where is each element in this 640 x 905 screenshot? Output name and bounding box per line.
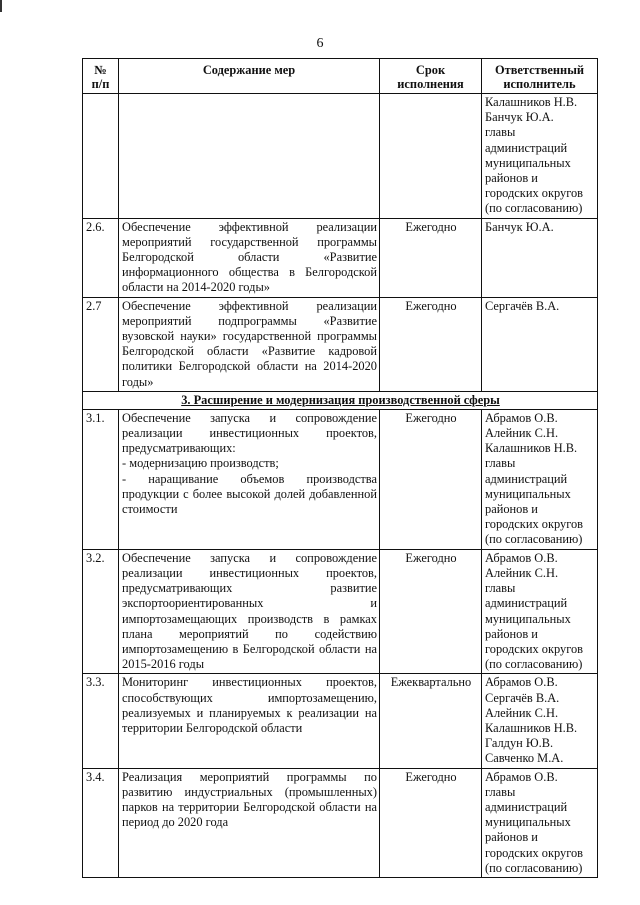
margin-mark — [0, 0, 2, 12]
section-title-text: 3. Расширение и модернизация производственной сферы — [181, 392, 500, 407]
table-header-row — [83, 59, 598, 94]
responsible-line: администраций — [485, 596, 568, 611]
responsible-line: (по согласованию) — [485, 657, 583, 672]
row-content — [119, 94, 380, 219]
row-responsible — [482, 94, 598, 219]
responsible-line: городских округов — [485, 186, 584, 201]
table-row — [83, 549, 598, 674]
table-row — [83, 218, 598, 297]
measures-table — [82, 58, 598, 878]
row-num — [83, 94, 119, 219]
row-num: 3.1. — [83, 409, 119, 549]
row-responsible — [482, 674, 598, 768]
row-content — [119, 409, 380, 549]
table-row — [83, 674, 598, 768]
responsible-line: Калашников Н.В. — [485, 720, 578, 735]
page-number: 6 — [316, 36, 324, 51]
responsible-line: Абрамов О.В. — [485, 550, 558, 565]
row-content: Обеспечение эффективной реализации мероприятий подпрограммы «Развитие вузовской науки» государственной программы Белгородской области «Развитие кадровой политики Белгородской области на 2014-2020 годы» — [119, 297, 380, 391]
responsible-line: Банчук Ю.А. — [485, 110, 554, 125]
row-term: Ежеквартально — [380, 674, 482, 768]
responsible-line: администраций — [485, 471, 568, 486]
header-responsible — [482, 59, 598, 94]
responsible-line: главы — [485, 581, 516, 596]
row-term: Ежегодно — [380, 297, 482, 391]
section-row — [83, 391, 598, 409]
header-content: Содержание мер — [119, 59, 380, 94]
responsible-line: (по согласованию) — [485, 532, 583, 547]
responsible-line: городских округов — [485, 641, 584, 656]
responsible-line: (по согласованию) — [485, 860, 583, 875]
responsible-line: Алейник С.Н. — [485, 565, 559, 580]
responsible-line: (по согласованию) — [485, 201, 583, 216]
responsible-line: Алейник С.Н. — [485, 426, 559, 441]
table-row — [83, 409, 598, 549]
header-num-line: № — [94, 63, 107, 77]
row-content: Реализация мероприятий программы по развитию индустриальных (промышленных) парков на территории Белгородской области на период до 2020 года — [119, 768, 380, 877]
responsible-line: Абрамов О.В. — [485, 769, 558, 784]
row-responsible — [482, 297, 598, 391]
row-num: 3.2. — [83, 549, 119, 674]
responsible-line: Алейник С.Н. — [485, 705, 559, 720]
responsible-line: муниципальных — [485, 486, 571, 501]
content-line: Обеспечение запуска и сопровождение реализации инвестиционных проектов, предусматривающих: — [122, 410, 377, 456]
section-title — [83, 391, 598, 409]
responsible-line: районов и — [485, 626, 538, 641]
row-content: Мониторинг инвестиционных проектов, способствующих импортозамещению, реализуемых и планируемых к реализации на территории Белгородской области — [119, 674, 380, 768]
responsible-line: администраций — [485, 140, 568, 155]
row-responsible — [482, 768, 598, 877]
responsible-line: районов и — [485, 830, 538, 845]
row-responsible — [482, 549, 598, 674]
responsible-line: главы — [485, 784, 516, 799]
row-num: 3.3. — [83, 674, 119, 768]
row-content: Обеспечение эффективной реализации мероприятий государственной программы Белгородской области «Развитие информационного общества в Белгородской области на 2014-2020 годы» — [119, 218, 380, 297]
responsible-line: Сергачёв В.А. — [485, 690, 560, 705]
row-num: 2.6. — [83, 218, 119, 297]
responsible-line: муниципальных — [485, 155, 571, 170]
row-term — [380, 94, 482, 219]
table-row — [83, 94, 598, 219]
row-num: 2.7 — [83, 297, 119, 391]
responsible-line: районов и — [485, 171, 538, 186]
responsible-line: Банчук Ю.А. — [485, 219, 554, 234]
row-responsible — [482, 218, 598, 297]
header-responsible-line: Ответственный — [494, 63, 585, 77]
header-term-line: исполнения — [397, 77, 464, 91]
responsible-line: Галдун Ю.В. — [485, 736, 554, 751]
responsible-line: Сергачёв В.А. — [485, 298, 560, 313]
table-row — [83, 297, 598, 391]
responsible-line: городских округов — [485, 517, 584, 532]
responsible-line: Абрамов О.В. — [485, 410, 558, 425]
responsible-line: районов и — [485, 502, 538, 517]
row-term: Ежегодно — [380, 409, 482, 549]
responsible-line: муниципальных — [485, 815, 571, 830]
content-line: - наращивание объемов производства продукции с более высокой долей добавленной стоимости — [122, 471, 377, 517]
row-term: Ежегодно — [380, 549, 482, 674]
header-term — [380, 59, 482, 94]
table-row — [83, 768, 598, 877]
responsible-line: Абрамов О.В. — [485, 675, 558, 690]
responsible-line: главы — [485, 456, 516, 471]
responsible-line: Калашников Н.В. — [485, 441, 578, 456]
responsible-line: Калашников Н.В. — [485, 95, 578, 109]
responsible-line: муниципальных — [485, 611, 571, 626]
row-num: 3.4. — [83, 768, 119, 877]
header-term-line: Срок — [415, 63, 446, 77]
row-term: Ежегодно — [380, 768, 482, 877]
row-responsible — [482, 409, 598, 549]
responsible-line: городских округов — [485, 845, 584, 860]
row-content: Обеспечение запуска и сопровождение реализации инвестиционных проектов, предусматривающих развитие экспортоориентированных и импортозамещающих производств в рамках плана мероприятий по содействию импортозамещению в Белгородской области на 2015-2016 годы — [119, 549, 380, 674]
responsible-line: администраций — [485, 799, 568, 814]
header-num-line: п/п — [91, 77, 110, 91]
content-line: - модернизацию производств; — [122, 456, 279, 471]
responsible-line: Савченко М.А. — [485, 751, 564, 766]
header-responsible-line: исполнитель — [503, 77, 576, 91]
responsible-line: главы — [485, 125, 516, 140]
header-num — [83, 59, 119, 94]
row-term: Ежегодно — [380, 218, 482, 297]
